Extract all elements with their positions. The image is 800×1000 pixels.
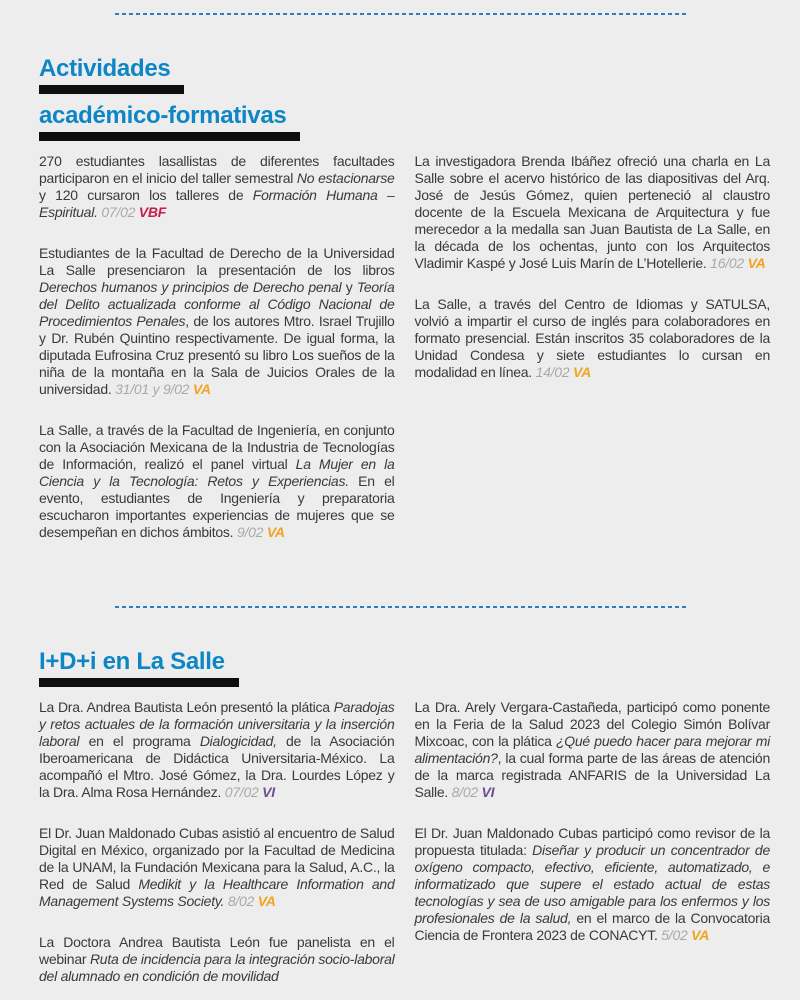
paragraph-italic-text: Diseñar y producir un concentrador de oxígeno compacto, efectivo, eficiente, automatizado, e informatizado que supere el estado actual de estas tecnologías y sea de uso amigable para los enfermos y los profesionales de la salud, xyxy=(414,842,770,926)
paragraph-text: La Salle, a través del Centro de Idiomas y SATULSA, volvió a impartir el curso de inglés para colaboradores en formato presencial. Están inscritos 35 colaboradores de la Unidad Condesa y siete estudiantes lo cursan en modalidad en línea. xyxy=(414,296,770,380)
title-line xyxy=(39,648,225,687)
paragraph-date: 14/02 xyxy=(531,364,570,380)
paragraph-tag: VA xyxy=(263,524,285,540)
section-actividades xyxy=(39,55,770,541)
paragraph xyxy=(39,934,395,985)
paragraph-text: La Dra. Arely Vergara-Castañeda, participó como ponente en la Feria de la Salud 2023 del Colegio Simón Bolívar Mixcoac, con la plática xyxy=(414,699,770,749)
paragraph-tag: VA xyxy=(687,927,710,943)
section-actividades-title xyxy=(39,55,770,141)
section-actividades-columns xyxy=(39,153,770,541)
paragraph-text: El Dr. Juan Maldonado Cubas asistió al encuentro de Salud Digital en México, organizado por la Facultad de Medicina de la UNAM, la Fundación Mexicana para la Salud, A.C., la Red de Salud xyxy=(39,825,395,892)
paragraph-date: 31/01 y 9/02 xyxy=(111,381,190,397)
title-text: I+D+i en La Salle xyxy=(39,648,225,675)
column-left xyxy=(39,153,395,541)
paragraph-italic-text: Teoría del Delito actualizada conforme al Código Nacional de Procedimientos Penales xyxy=(39,279,395,329)
title-underline-bar xyxy=(39,678,239,687)
paragraph-italic-text: No estacionarse xyxy=(296,170,395,186)
paragraph-italic-text: La Mujer en la Ciencia y la Tecnología: Retos y Experiencias. xyxy=(39,456,395,489)
paragraph-italic-text: Medikit y la Healthcare Information and Management Systems Society. xyxy=(39,876,395,909)
paragraph-text: La investigadora Brenda Ibáñez ofreció una charla en La Salle sobre el acervo histórico de las diapositivas del Arq. José de Jesús Gómez, quien perteneció al claustro docente de la Escuela Mexicana de Arquitectura y fue merecedor a la medalla san Juan Bautista de La Salle, en la década de los ochentas, junto con los Arquitectos Vladimir Kaspé y José Luis Marín de L’Hotellerie. xyxy=(414,153,770,271)
column-right xyxy=(415,153,771,541)
paragraph xyxy=(39,245,395,398)
paragraph xyxy=(39,153,395,221)
section-idi-title xyxy=(39,648,770,687)
paragraph-text: 270 estudiantes lasallistas de diferentes facultades participaron en el inicio del taller semestral xyxy=(39,153,395,186)
paragraph-text: y 120 cursaron los talleres de xyxy=(39,187,253,203)
paragraph-tag: VA xyxy=(254,893,276,909)
paragraph-text: En el evento, estudiantes de Ingeniería y preparatoria escucharon importantes experiencias de mujeres que se desempeñan en dichos ámbitos. xyxy=(39,473,395,540)
paragraph xyxy=(415,699,771,801)
paragraph-italic-text: ¿Qué puedo hacer para mejorar mi alimentación? xyxy=(414,733,770,766)
paragraph-date: 8/02 xyxy=(448,784,478,800)
paragraph xyxy=(415,296,771,381)
section-idi-en-la-salle xyxy=(39,648,770,985)
title-line xyxy=(39,55,170,94)
column-left xyxy=(39,699,395,985)
section-idi-columns xyxy=(39,699,770,985)
paragraph-date: 07/02 xyxy=(221,784,259,800)
paragraph-text: en el marco de la Convocatoria Ciencia de Frontera 2023 de CONACYT. xyxy=(414,910,770,943)
paragraph-italic-text: Dialogicidad, xyxy=(199,733,277,749)
title-underline-bar xyxy=(39,85,184,94)
paragraph-text: , la cual forma parte de las áreas de atención de la marca registrada ANFARIS de la Universidad La Salle. xyxy=(414,750,770,800)
paragraph-italic-text: Derechos humanos y principios de Derecho penal xyxy=(39,279,342,295)
paragraph-tag: VA xyxy=(569,364,591,380)
paragraph-tag: VI xyxy=(477,784,495,800)
paragraph xyxy=(39,422,395,541)
paragraph-text: La Doctora Andrea Bautista León fue panelista en el webinar xyxy=(39,934,395,967)
paragraph xyxy=(415,153,771,272)
paragraph-tag: VBF xyxy=(135,204,167,220)
paragraph xyxy=(39,699,395,801)
paragraph-text: en el programa xyxy=(79,733,200,749)
paragraph-date: 9/02 xyxy=(233,524,264,540)
paragraph-tag: VA xyxy=(189,381,211,397)
paragraph-italic-text: Formación Humana – Espiritual. xyxy=(39,187,395,220)
paragraph-text: y xyxy=(341,279,357,295)
paragraph-text: , de los autores Mtro. Israel Trujillo y Dr. Rubén Quintino respectivamente. De igual forma, la diputada Eufrosina Cruz presentó su libro Los sueños de la niña de la montaña en la Sala de Juicios Orales de la universidad. xyxy=(39,313,395,397)
paragraph-italic-text: Paradojas y retos actuales de la formación universitaria y la inserción laboral xyxy=(39,699,395,749)
paragraph-text: Estudiantes de la Facultad de Derecho de la Universidad La Salle presenciaron la presentación de los libros xyxy=(39,245,395,278)
title-text: Actividades xyxy=(39,55,171,82)
paragraph-text: La Salle, a través de la Facultad de Ingeniería, en conjunto con la Asociación Mexicana de la Industria de Tecnologías de Información, realizó el panel virtual xyxy=(39,422,395,472)
paragraph-tag: VI xyxy=(258,784,275,800)
title-line xyxy=(39,102,286,141)
dashed-divider-middle xyxy=(115,606,687,608)
paragraph xyxy=(39,825,395,910)
paragraph xyxy=(415,825,771,944)
paragraph-date: 16/02 xyxy=(706,255,744,271)
paragraph-text: de la Asociación Iberoamericana de Didáctica Universitaria-México. La acompañó el Mtro. José Gómez, la Dra. Lourdes López y la Dra. Alma Rosa Hernández. xyxy=(39,733,395,800)
paragraph-date: 07/02 xyxy=(97,204,136,220)
dashed-divider-top xyxy=(115,13,687,15)
column-right xyxy=(415,699,771,985)
paragraph-italic-text: Ruta de incidencia para la integración socio-laboral del alumnado en condición de movilidad xyxy=(39,951,395,984)
paragraph-date: 5/02 xyxy=(657,927,688,943)
title-underline-bar xyxy=(39,132,300,141)
title-text: académico-formativas xyxy=(39,102,287,129)
paragraph-text: El Dr. Juan Maldonado Cubas participó como revisor de la propuesta titulada: xyxy=(414,825,770,858)
paragraph-tag: VA xyxy=(743,255,766,271)
paragraph-date: 8/02 xyxy=(224,893,255,909)
paragraph-text: La Dra. Andrea Bautista León presentó la plática xyxy=(39,699,334,715)
